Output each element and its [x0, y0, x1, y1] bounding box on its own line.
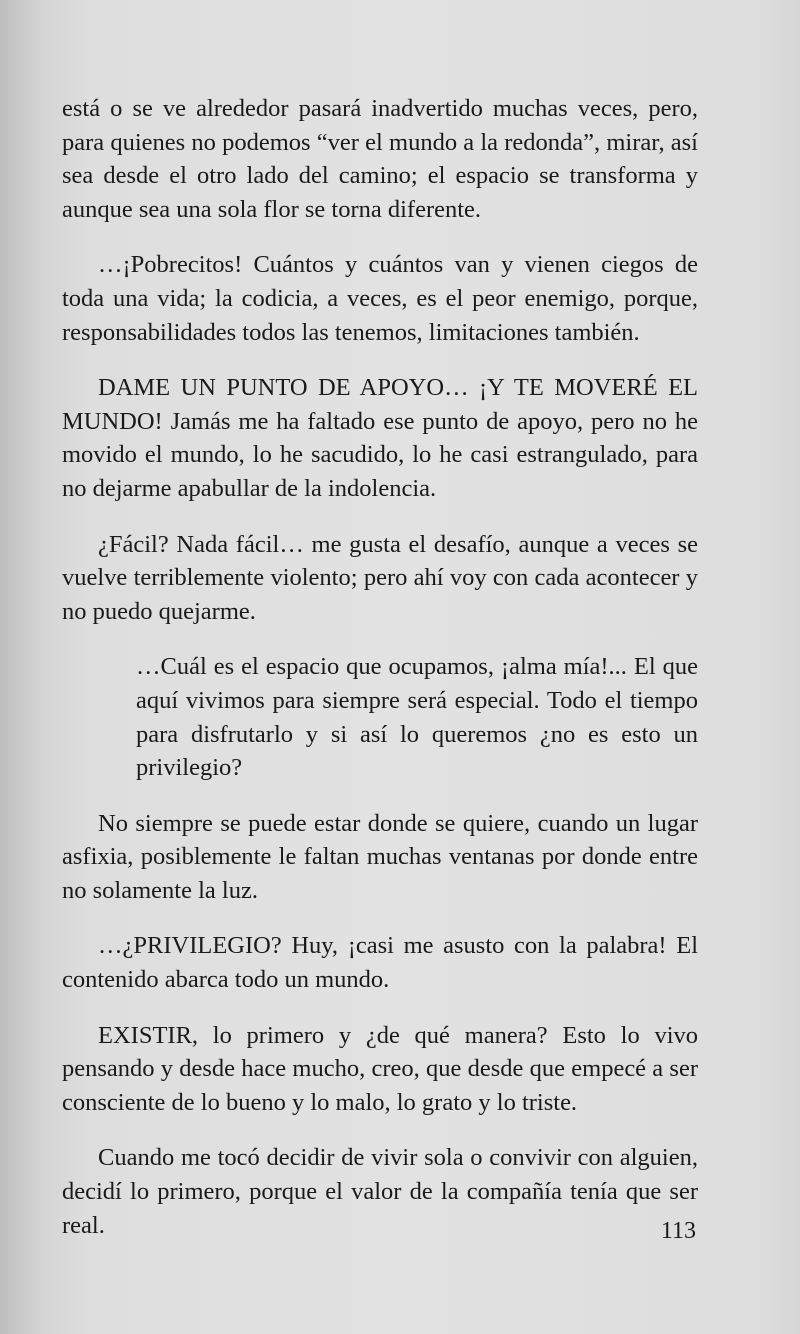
paragraph: No siempre se puede estar donde se quiere, cuando un lugar asfixia, posiblemente le faltan muchas ventanas por donde entre no solamente la luz.	[62, 809, 698, 904]
page-number: 113	[660, 1218, 696, 1244]
paragraph: DAME UN PUNTO DE APOYO… ¡Y TE MOVERÉ EL MUNDO! Jamás me ha faltado ese punto de apoyo, pero no he movido el mundo, lo he sacudido, lo he casi estrangulado, para no dejarme apabullar de la indolencia.	[62, 374, 698, 502]
paragraph: Cuando me tocó decidir de vivir sola o convivir con alguien, decidí lo primero, porque el valor de la compañía tenía que ser real.	[62, 1144, 698, 1239]
paragraph: ¿Fácil? Nada fácil… me gusta el desafío, aunque a veces se vuelve terriblemente violento; pero ahí voy con cada acontecer y no puedo quejarme.	[62, 530, 698, 625]
paragraph: …¿PRIVILEGIO? Huy, ¡casi me asusto con la palabra! El contenido abarca todo un mundo.	[62, 932, 698, 994]
body-text	[62, 92, 698, 1264]
paragraph: EXISTIR, lo primero y ¿de qué manera? Esto lo vivo pensando y desde hace mucho, creo, que desde que empecé a ser consciente de lo bueno y lo malo, lo grato y lo triste.	[62, 1021, 698, 1116]
indented-paragraph: …Cuál es el espacio que ocupamos, ¡alma mía!... El que aquí vivimos para siempre será especial. Todo el tiempo para disfrutarlo y si así lo queremos ¿no es esto un privilegio?	[136, 653, 698, 782]
paragraph: …¡Pobrecitos! Cuántos y cuántos van y vienen ciegos de toda una vida; la codicia, a veces, es el peor enemigo, porque, responsabilidades todos las tenemos, limitaciones también.	[62, 251, 698, 346]
paragraph-continuation: está o se ve alrededor pasará inadvertido muchas veces, pero, para quienes no podemos “ver el mundo a la redonda”, mirar, así sea desde el otro lado del camino; el espacio se transforma y aunque sea una sola flor se torna diferente.	[62, 95, 698, 223]
